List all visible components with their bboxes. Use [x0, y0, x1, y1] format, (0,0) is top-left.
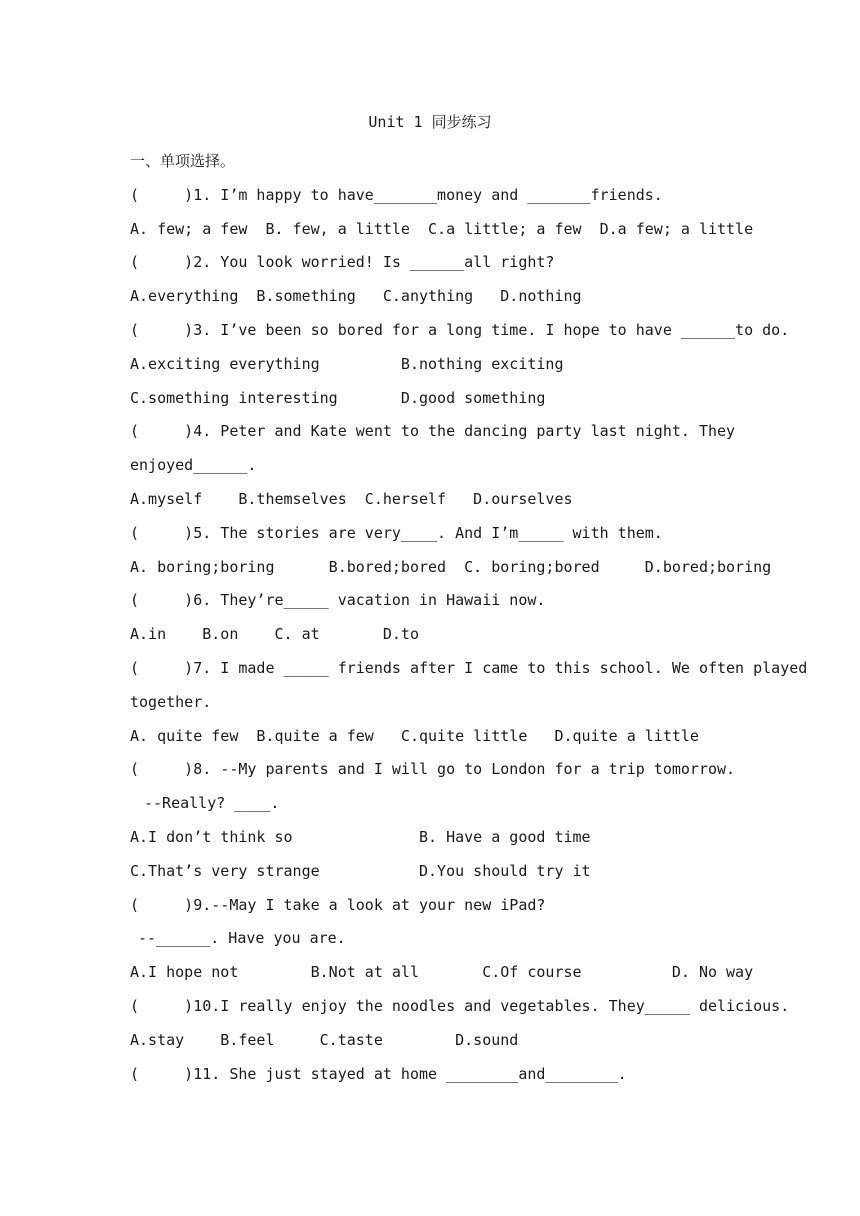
question-8-reply: --Really? ____.: [144, 794, 280, 813]
question-9-options: A.I hope not B.Not at all C.Of course D. No way: [130, 963, 754, 982]
question-7: ( )7. I made _____ friends after I came to this school. We often played: [130, 658, 808, 677]
question-2-options: A.everything B.something C.anything D.nothing: [130, 287, 582, 306]
question-5-options: A. boring;boring B.bored;bored C. boring;bored D.bored;boring: [130, 557, 772, 576]
question-8: ( )8. --My parents and I will go to London for a trip tomorrow.: [130, 760, 736, 779]
section-heading: 一、单项选择。: [130, 152, 236, 170]
question-7-continuation: together.: [130, 692, 212, 711]
question-4-continuation: enjoyed______.: [130, 456, 257, 475]
question-3-options-cd: C.something interesting D.good something: [130, 388, 546, 407]
question-7-options: A. quite few B.quite a few C.quite little D.quite a little: [130, 726, 699, 745]
question-6: ( )6. They’re_____ vacation in Hawaii now.: [130, 591, 546, 610]
question-1-options: A. few; a few B. few, a little C.a little; a few D.a few; a little: [130, 219, 754, 238]
question-9: ( )9.--May I take a look at your new iPad?: [130, 895, 546, 914]
question-9-reply: --______. Have you are.: [138, 929, 346, 948]
question-3: ( )3. I’ve been so bored for a long time. I hope to have ______to do.: [130, 320, 790, 339]
question-10-options: A.stay B.feel C.taste D.sound: [130, 1030, 519, 1049]
question-10: ( )10.I really enjoy the noodles and vegetables. They_____ delicious.: [130, 996, 790, 1015]
question-3-options-ab: A.exciting everything B.nothing exciting: [130, 354, 564, 373]
page-title: Unit 1 同步练习: [368, 113, 492, 131]
question-4-options: A.myself B.themselves C.herself D.ourselves: [130, 489, 573, 508]
question-1: ( )1. I’m happy to have_______money and _______friends.: [130, 185, 663, 204]
question-8-options-ab: A.I don’t think so B. Have a good time: [130, 827, 591, 846]
question-8-options-cd: C.That’s very strange D.You should try it: [130, 861, 591, 880]
exercise-content: [130, 145, 808, 1091]
question-6-options: A.in B.on C. at D.to: [130, 625, 419, 644]
question-5: ( )5. The stories are very____. And I’m_____ with them.: [130, 523, 663, 542]
question-11: ( )11. She just stayed at home ________and________.: [130, 1064, 627, 1083]
question-4: ( )4. Peter and Kate went to the dancing party last night. They: [130, 422, 736, 441]
question-2: ( )2. You look worried! Is ______all right?: [130, 253, 555, 272]
